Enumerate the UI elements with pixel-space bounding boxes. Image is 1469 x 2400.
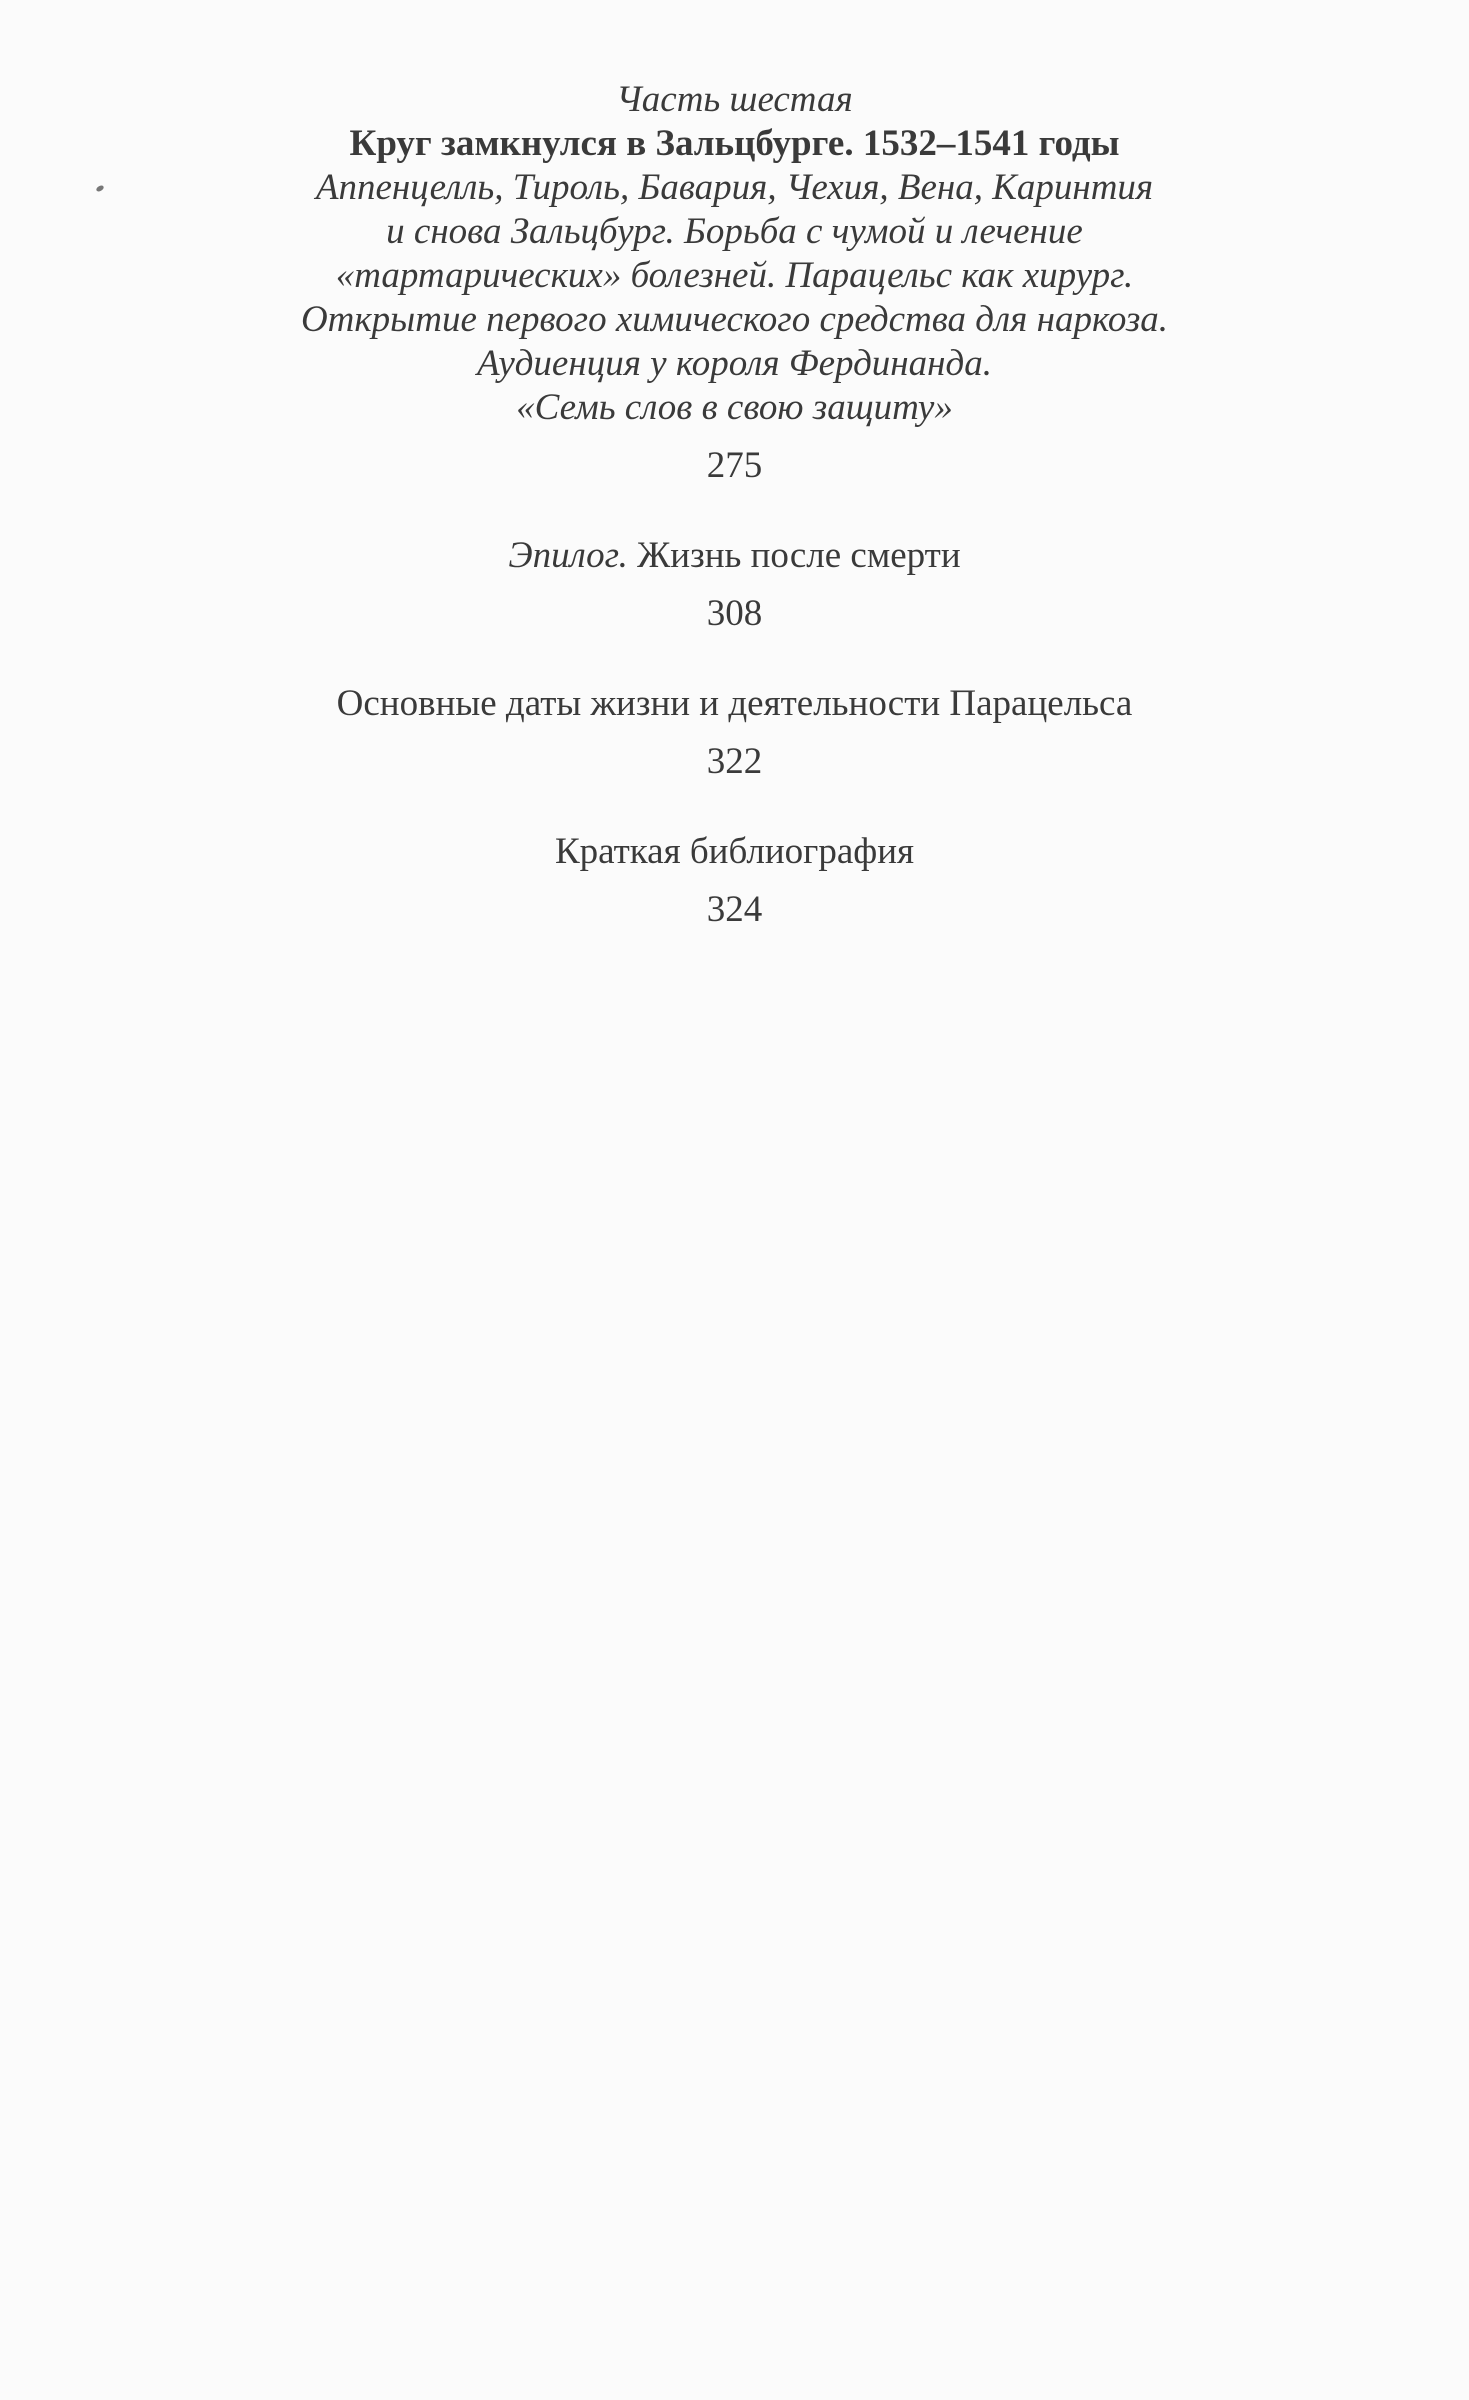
page-number: 322 (706, 741, 763, 782)
page-number: 275 (706, 445, 763, 486)
toc-entry-bibliography (0, 830, 1469, 932)
epilogue-label: Эпилог. (508, 535, 628, 576)
table-of-contents (0, 78, 1469, 932)
toc-entry-epilogue (0, 534, 1469, 636)
toc-entry-part-six (0, 78, 1469, 488)
bibliography-title: Краткая библиография (554, 831, 915, 872)
toc-entry-dates (0, 682, 1469, 784)
summary-line: и снова Зальцбург. Борьба с чумой и лечение (386, 211, 1083, 252)
epilogue-text: Жизнь после смерти (627, 535, 961, 576)
part-label: Часть шестая (616, 79, 853, 120)
summary-line: «тартарических» болезней. Парацельс как хирург. (335, 255, 1134, 296)
dates-title: Основные даты жизни и деятельности Парацельса (336, 683, 1133, 724)
summary-line: Аудиенция у короля Фердинанда. (477, 343, 992, 384)
page-number: 308 (706, 593, 763, 634)
part-summary (0, 166, 1469, 430)
summary-line: Аппенцелль, Тироль, Бавария, Чехия, Вена, Каринтия (315, 167, 1154, 208)
epilogue-title (0, 534, 1469, 578)
summary-line: «Семь слов в свою защиту» (516, 387, 953, 428)
part-title: Круг замкнулся в Зальцбурге. 1532–1541 годы (349, 123, 1120, 164)
summary-line: Открытие первого химического средства для наркоза. (300, 299, 1169, 340)
page-number: 324 (706, 889, 763, 930)
